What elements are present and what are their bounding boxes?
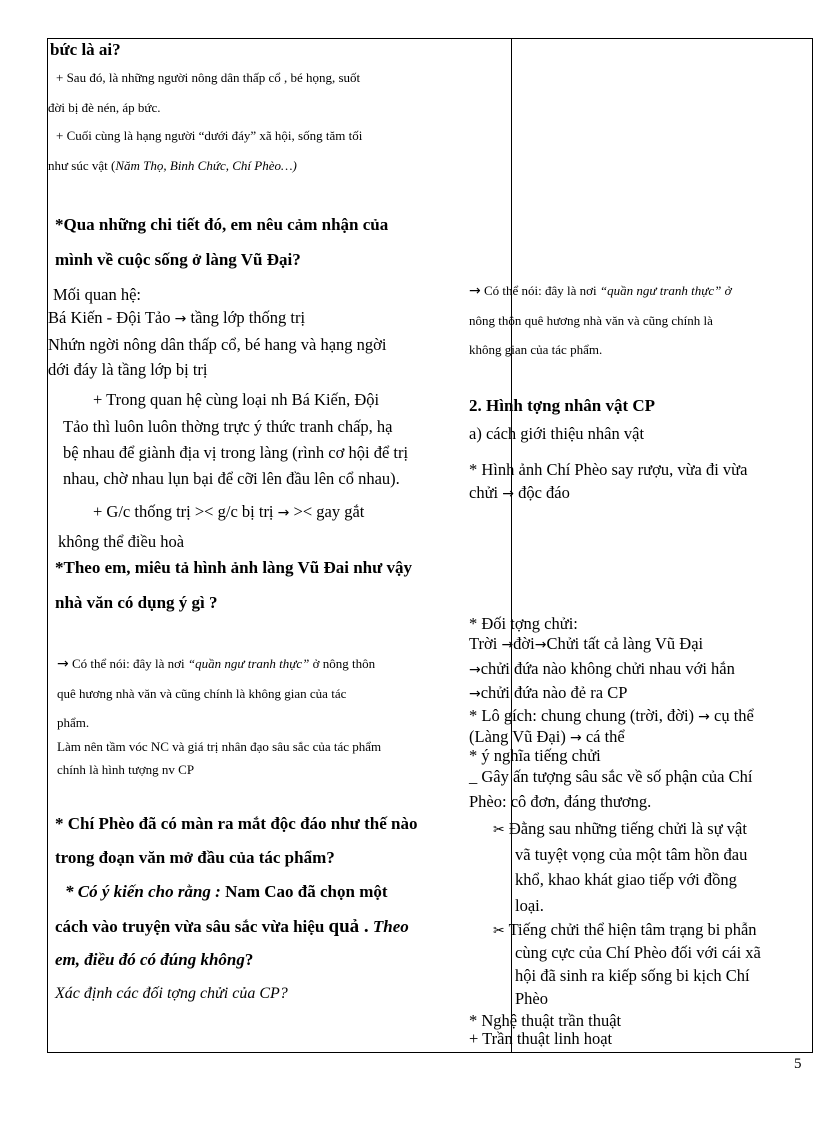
left-text: + Trong quan hệ cùng loại nh Bá Kiến, Đội <box>93 390 380 409</box>
right-text: * ý nghĩa tiếng chửi <box>469 746 601 765</box>
question-heading: Xác định các đối tợng chửi của CP? <box>55 985 288 1002</box>
right-text: → Có thể nói: đây là nơi “quần ngư tranh thực” ở <box>469 283 732 299</box>
question-heading: * Chí Phèo đã có màn ra mắt độc đáo như thế nào <box>55 814 418 833</box>
left-text: đời bị đè nén, áp bức. <box>48 100 161 115</box>
left-text: như súc vật (Năm Thọ, Binh Chức, Chí Phèo…) <box>48 158 297 173</box>
left-text: Mối quan hệ: <box>53 285 141 304</box>
left-text: Bá Kiến - Đội Tảo → tầng lớp thống trị <box>48 308 306 327</box>
right-text: _ Gây ấn tượng sâu sắc về số phận của Chí <box>469 767 753 786</box>
question-heading: trong đoạn văn mở đầu của tác phẩm? <box>55 848 335 867</box>
left-text: dới đáy là tầng lớp bị trị <box>48 360 208 379</box>
question-heading: *Qua những chi tiết đó, em nêu cảm nhận của <box>55 215 389 234</box>
right-text: a) cách giới thiệu nhân vật <box>469 424 645 443</box>
right-text: →chửi đứa nào không chửi nhau với hắn <box>469 659 735 678</box>
right-text: * Nghệ thuật trần thuật <box>469 1011 622 1030</box>
left-text: không thể điều hoà <box>58 532 185 551</box>
question-heading: em, điều đó có đúng không? <box>55 950 254 969</box>
right-text: * Đối tợng chửi: <box>469 614 578 633</box>
left-text: phẩm. <box>57 715 90 730</box>
right-text: * Lô gích: chung chung (trời, đời) → cụ thể <box>469 706 754 725</box>
right-text: ✂ Đằng sau những tiếng chửi là sự vật <box>493 819 747 838</box>
arrow-icon: → <box>469 662 481 678</box>
arrow-icon: → <box>501 637 514 653</box>
left-text: bệ nhau để giành địa vị trong làng (rình cơ hội để trị <box>63 443 409 462</box>
left-text: nhau, chờ nhau lụn bại để cỡi lên đầu lên cổ nhau). <box>63 469 400 488</box>
left-text: + G/c thống trị >< g/c bị trị → >< gay gắt <box>93 502 365 521</box>
right-text: * Hình ảnh Chí Phèo say rượu, vừa đi vừa <box>469 460 748 479</box>
question-heading: cách vào truyện vừa sâu sắc vừa hiệu quả . Theo <box>55 916 409 937</box>
right-text: không gian của tác phẩm. <box>469 342 603 357</box>
question-heading: nhà văn có dụng ý gì ? <box>55 593 218 612</box>
right-text: loại. <box>515 896 544 915</box>
right-text: Phèo: cô đơn, đáng thương. <box>469 792 652 811</box>
question-heading: *Theo em, miêu tả hình ảnh làng Vũ Đai như vậy <box>55 558 413 577</box>
arrow-icon: → <box>57 656 69 672</box>
question-heading: * Có ý kiến cho rằng : Nam Cao đã chọn một <box>65 882 388 901</box>
right-text: vã tuyệt vọng của một tâm hồn đau <box>515 845 748 864</box>
left-text: bức là ai? <box>50 40 121 59</box>
left-text: Nhứn ngời nông dân thấp cổ, bé hang và hạng ngời <box>48 335 387 354</box>
arrow-icon: → <box>469 686 481 702</box>
right-text: →chửi đứa nào đẻ ra CP <box>469 683 628 702</box>
right-text: nông thôn quê hương nhà văn và cũng chính là <box>469 313 713 328</box>
scissors-icon: ✂ <box>493 923 505 939</box>
left-text: Làm nên tầm vóc NC và giá trị nhân đạo sâu sắc của tác phẩm <box>57 739 382 754</box>
left-text: + Cuối cùng là hạng người “dưới đáy” xã hội, sống tăm tối <box>56 128 363 143</box>
arrow-icon: → <box>469 283 481 299</box>
right-text: Trời →đời→Chửi tất cả làng Vũ Đại <box>469 634 704 653</box>
left-text: chính là hình tượng nv CP <box>57 762 195 777</box>
left-text: → Có thể nói: đây là nơi “quần ngư tranh thực” ở nông thôn <box>57 656 376 672</box>
arrow-icon: → <box>277 505 290 521</box>
right-text: + Trần thuật linh hoạt <box>469 1029 613 1048</box>
arrow-icon: → <box>174 311 187 327</box>
right-text: hội đã sinh ra kiếp sống bi kịch Chí <box>515 966 750 985</box>
scissors-icon: ✂ <box>493 822 505 838</box>
right-text: ✂ Tiếng chửi thể hiện tâm trạng bi phẫn <box>493 920 757 939</box>
left-text: Tảo thì luôn luôn thờng trực ý thức tranh chấp, hạ <box>63 417 393 436</box>
left-text: quê hương nhà văn và cũng chính là không gian của tác <box>57 686 347 701</box>
arrow-icon: → <box>569 730 582 746</box>
left-text: + Sau đó, là những người nông dân thấp cổ , bé họng, suốt <box>56 70 361 85</box>
section-heading: 2. Hình tợng nhân vật CP <box>469 396 656 415</box>
arrow-icon: → <box>502 486 514 502</box>
page-number: 5 <box>794 1056 802 1072</box>
question-heading: mình về cuộc sống ở làng Vũ Đại? <box>55 250 301 269</box>
right-text: (Làng Vũ Đại) → cá thể <box>469 727 625 746</box>
right-text: cùng cực của Chí Phèo đối với cái xã <box>515 943 761 962</box>
right-text: khổ, khao khát giao tiếp với đồng <box>515 870 737 889</box>
arrow-icon: → <box>698 709 710 725</box>
arrow-icon: → <box>534 637 547 653</box>
right-text: Phèo <box>515 989 548 1008</box>
right-text: chửi → độc đáo <box>469 483 570 502</box>
column-divider <box>511 39 512 1052</box>
